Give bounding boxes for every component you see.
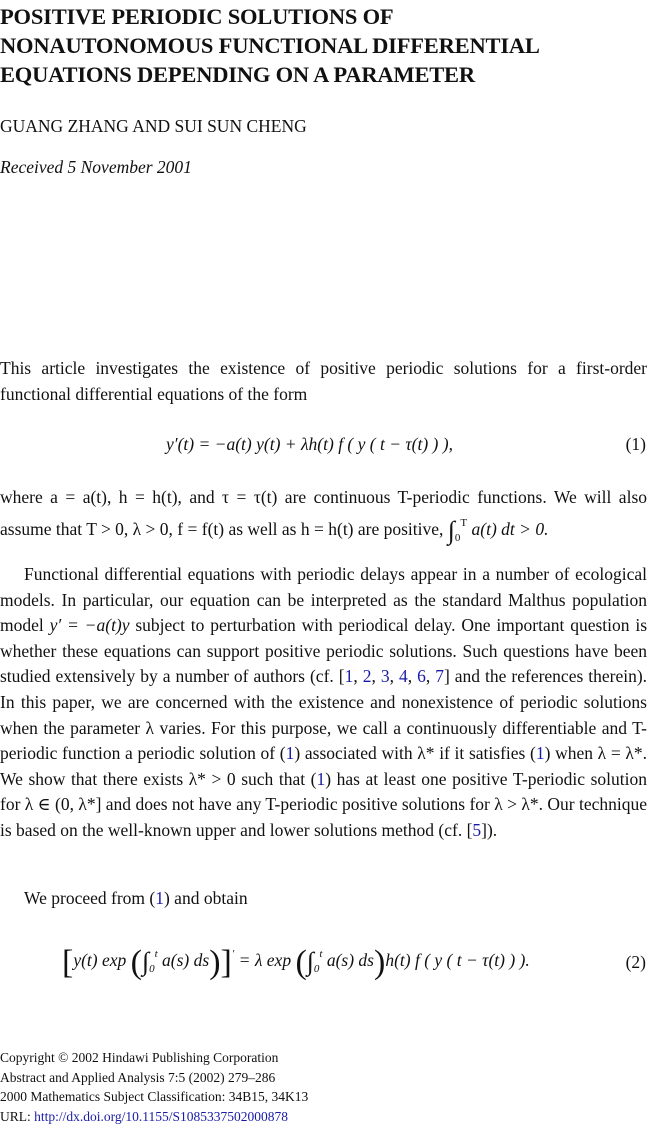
citation-link-2[interactable]: 2 [362,666,372,687]
intro-text-3: ] and the references therein). In this paper, we are concerned with the existence and nonexistence of periodic solutions when the parameter λ varies. For this purpose, we call a continuously differentiable and T-periodic function a periodic solution of ( [0,666,648,764]
abstract-intro [0,356,647,407]
url-label: URL: [0,1108,35,1124]
paren-open: ( [130,944,142,981]
intro-text-5: ) when λ = λ*. We show that there exists λ* > 0 such that ( [0,743,648,789]
proceed-text-a: We proceed from ( [24,888,156,908]
integral-symbol: ∫ [141,947,150,976]
equation-ref-link[interactable]: 1 [155,888,164,908]
prime-mark: ′ [231,948,235,960]
paper-title [0,2,640,89]
equation-2-part5: h(t) f ( y ( t − τ(t) ) ). [385,950,530,970]
bracket-open: [ [62,944,74,981]
journal-line: Abstract and Applied Analysis 7:5 (2002) 279–286 [0,1069,276,1085]
footer [0,1048,308,1126]
equation-ref-link[interactable]: 1 [285,743,295,764]
citation-link-6[interactable]: 6 [417,666,426,687]
equation-2-part1: y(t) exp [73,950,127,970]
equation-2-part4: a(s) ds [326,950,374,970]
bracket-close: ] [220,944,232,981]
integral-upper-limit: T [460,516,468,529]
where-text: where a = a(t), h = h(t), and τ = τ(t) are continuous T-periodic functions. We will also assume that T > 0, λ > 0, f = f(t) as well as h = h(t) are positive, [0,487,647,539]
equation-ref-link[interactable]: 1 [316,768,326,789]
equation-1-body: y′(t) = −a(t) y(t) + λh(t) f ( y ( t − τ(t) ) ), [166,434,453,454]
where-paragraph [0,485,647,551]
integral-upper-limit: t [154,948,158,960]
intro-text-6: ) has at least one positive T-periodic solution for λ ∈ (0, λ*] and does not have any T-periodic positive solutions for λ > λ*. Our technique is based on the well-known upper and lower solutions method (cf. [ [0,768,647,840]
integral-symbol: ∫ [306,947,314,976]
intro-text-4: ) associated with λ* if it satisfies ( [294,743,536,764]
paren-open: ( [295,944,307,981]
doi-link[interactable]: http://dx.doi.org/10.1155/S1085337502000878 [34,1108,289,1124]
authors: GUANG ZHANG AND SUI SUN CHENG [0,116,307,136]
integral-lower-limit: 0 [313,963,320,975]
equation-ref-link[interactable]: 1 [535,743,545,764]
equation-2-part2: a(s) ds [162,950,210,970]
intro-paragraph: Functional differential equations with periodic delays appear in a number of ecological models. In particular, our equation can be interpreted as the standard Malthus population model y′ = −a(t)y subject to perturbation with periodical delay. One important question is whether these equations can support positive periodic solutions. Such questions have been studied extensively by a number of authors (cf. [1, 2, 3, 4, 6, 7] and the references therein). In this paper, we are concerned with the existence and nonexistence of periodic solutions when the parameter λ varies. For this purpose, we call a continuously differentiable and T-periodic function a periodic solution of (1) associated with λ* if it satisfies (1) when λ = λ*. We show that there exists λ* > 0 such that (1) has at least one positive T-periodic solution for λ ∈ (0, λ*] and does not have any T-periodic positive solutions for λ > λ*. Our technique is based on the well-known upper and lower solutions method (cf. [5]). [0,564,648,840]
integral-lower-limit: 0 [454,531,461,544]
citation-link-4[interactable]: 4 [398,666,408,687]
url-line [0,1107,308,1127]
proceed-text-b: ) and obtain [163,888,248,908]
integral-lower-limit: 0 [149,963,155,975]
equation-1-number: (1) [625,434,646,454]
proceed-paragraph [0,886,647,912]
abstract-intro-text: This article investigates the existence of positive periodic solutions for a first-order functional differential equations of the form [0,358,647,404]
citation-link-1[interactable]: 1 [344,666,354,687]
integral-upper-limit: t [319,948,323,960]
intro-text-7: ]). [481,819,498,840]
received-date: Received 5 November 2001 [0,157,192,177]
citation-link-7[interactable]: 7 [435,666,444,687]
integral-symbol: ∫ [447,515,455,545]
equation-2-part3: = λ exp [238,950,292,970]
paren-close: ) [209,944,221,981]
paren-close: ) [374,944,386,981]
title-line-1: POSITIVE PERIODIC SOLUTIONS OF [0,4,394,29]
equation-2-body [62,944,530,982]
copyright-line: Copyright © 2002 Hindawi Publishing Corporation [0,1050,279,1065]
integral-condition: a(t) dt > 0. [471,518,549,539]
msc-line: 2000 Mathematics Subject Classification: 34B15, 34K13 [0,1089,309,1104]
intro-text-1: Functional differential equations with periodic delays appear in a number of ecological models. In particular, our equation can be interpreted as the standard Malthus population model [0,564,647,636]
malthus-model: y′ = −a(t)y [49,615,130,636]
title-line-2: NONAUTONOMOUS FUNCTIONAL DIFFERENTIAL [0,33,540,58]
intro-text-2: subject to perturbation with periodical delay. One important question is whether these equations can support positive periodic solutions. Such questions have been studied extensively by a number of authors (cf. [ [0,615,648,687]
title-line-3: EQUATIONS DEPENDING ON A PARAMETER [0,62,475,87]
citation-link-5[interactable]: 5 [472,819,482,840]
citation-link-3[interactable]: 3 [380,666,390,687]
equation-2-number: (2) [625,952,646,972]
